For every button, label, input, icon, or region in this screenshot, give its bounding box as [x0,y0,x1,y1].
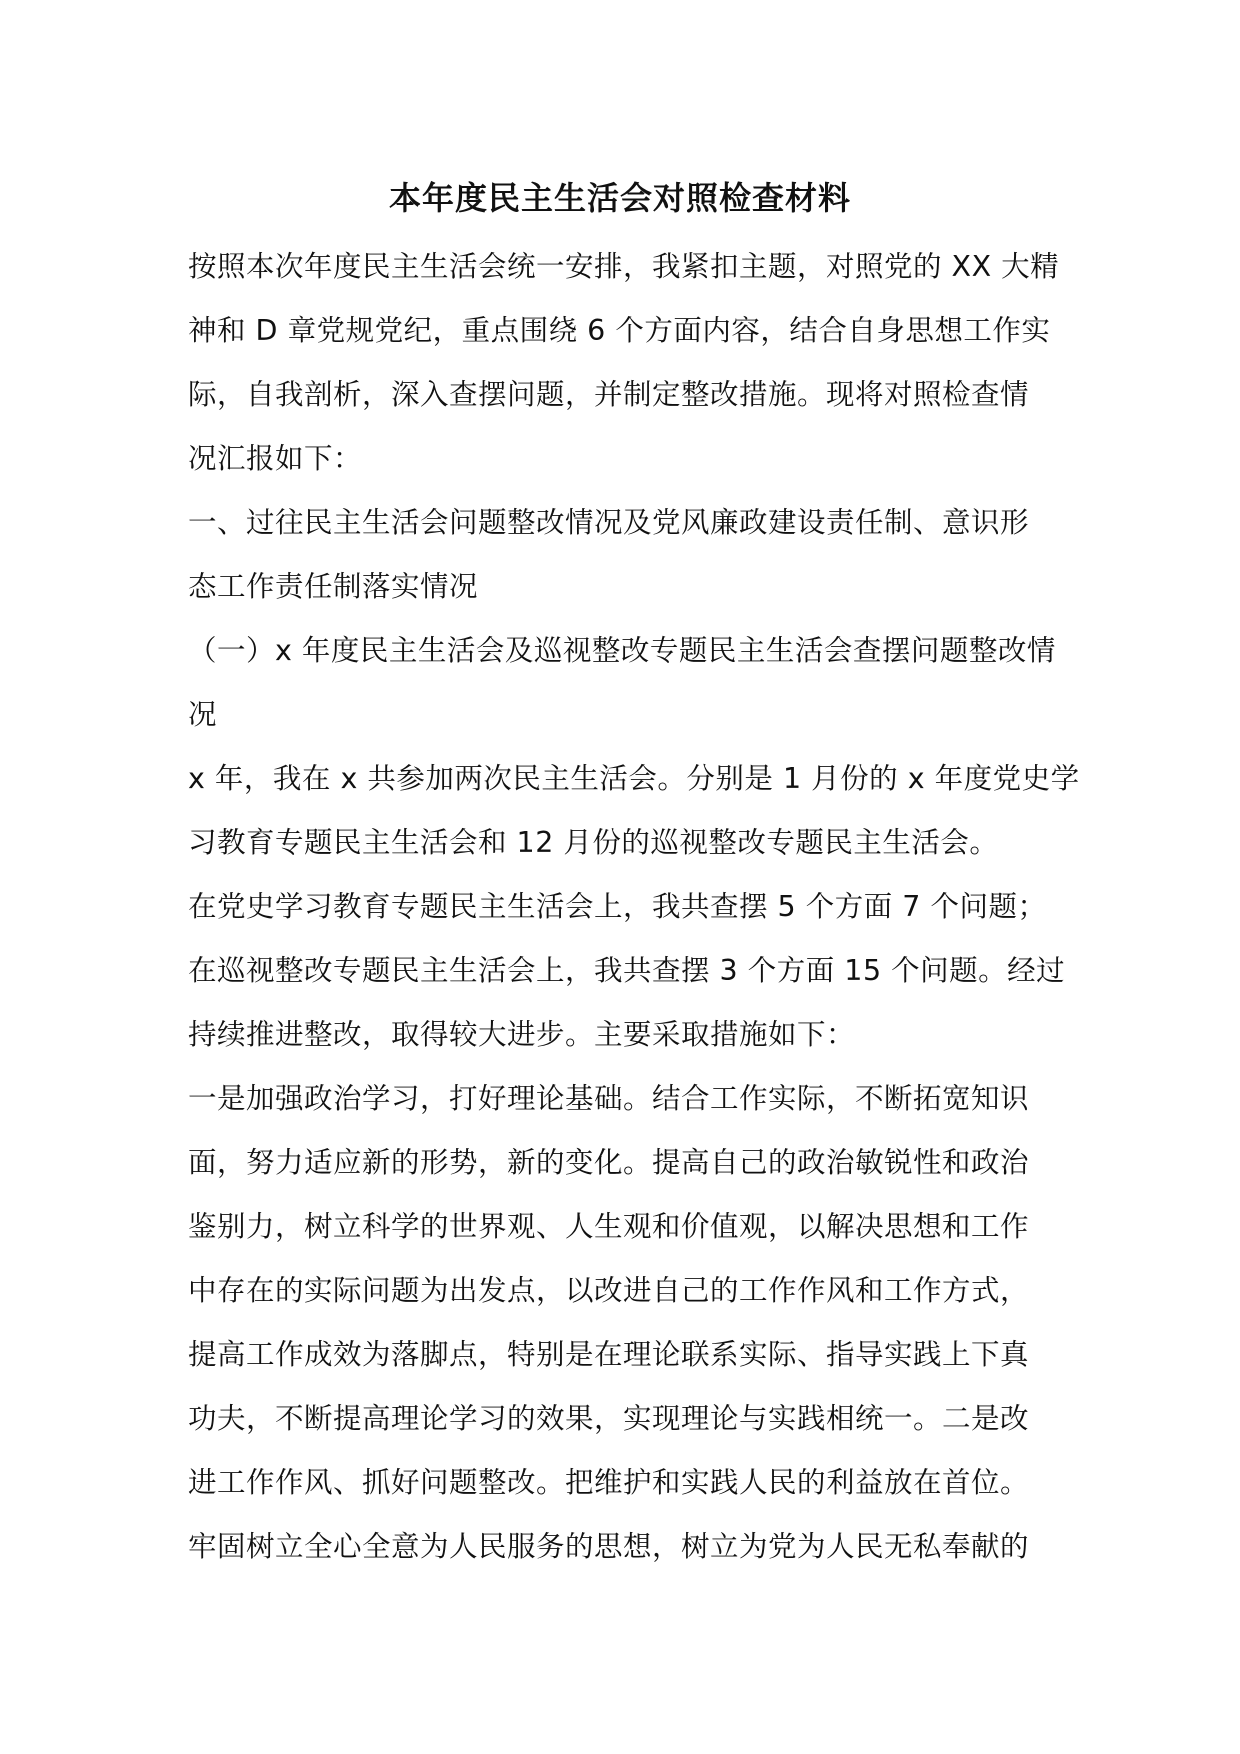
body-line: 在党史学习教育专题民主生活会上，我共查摆 5 个方面 7 个问题； [188,890,1047,923]
body-line: 况汇报如下： [188,442,363,475]
body-line: x 年，我在 x 共参加两次民主生活会。分别是 1 月份的 x 年度党史学 [188,762,1080,795]
body-line: 一是加强政治学习，打好理论基础。结合工作实际，不断拓宽知识 [188,1082,1030,1115]
subsection-heading-line: 况 [188,698,218,731]
body-line: 进工作作风、抓好问题整改。把维护和实践人民的利益放在首位。 [188,1466,1030,1499]
body-line: 提高工作成效为落脚点，特别是在理论联系实际、指导实践上下真 [188,1338,1030,1371]
body-line: 神和 D 章党规党纪，重点围绕 6 个方面内容，结合自身思想工作实 [188,314,1051,347]
body-line: 牢固树立全心全意为人民服务的思想，树立为党为人民无私奉献的 [188,1530,1030,1563]
subsection-heading-line: （一）x 年度民主生活会及巡视整改专题民主生活会查摆问题整改情 [188,634,1056,667]
section-heading-line: 态工作责任制落实情况 [188,570,479,603]
body-line: 习教育专题民主生活会和 12 月份的巡视整改专题民主生活会。 [188,826,999,859]
body-line: 持续推进整改，取得较大进步。主要采取措施如下： [188,1018,856,1051]
body-line: 际，自我剖析，深入查摆问题，并制定整改措施。现将对照检查情 [188,378,1030,411]
body-line: 鉴别力，树立科学的世界观、人生观和价值观，以解决思想和工作 [188,1210,1030,1243]
document-body [188,235,1080,1579]
body-line: 功夫，不断提高理论学习的效果，实现理论与实践相统一。二是改 [188,1402,1030,1435]
body-line: 中存在的实际问题为出发点，以改进自己的工作作风和工作方式， [188,1274,1030,1307]
document-title: 本年度民主生活会对照检查材料 [388,179,851,217]
section-heading-line: 一、过往民主生活会问题整改情况及党风廉政建设责任制、意识形 [188,506,1030,539]
body-line: 在巡视整改专题民主生活会上，我共查摆 3 个方面 15 个问题。经过 [188,954,1066,987]
body-line: 面，努力适应新的形势，新的变化。提高自己的政治敏锐性和政治 [188,1146,1030,1179]
body-line: 按照本次年度民主生活会统一安排，我紧扣主题，对照党的 XX 大精 [188,250,1060,283]
